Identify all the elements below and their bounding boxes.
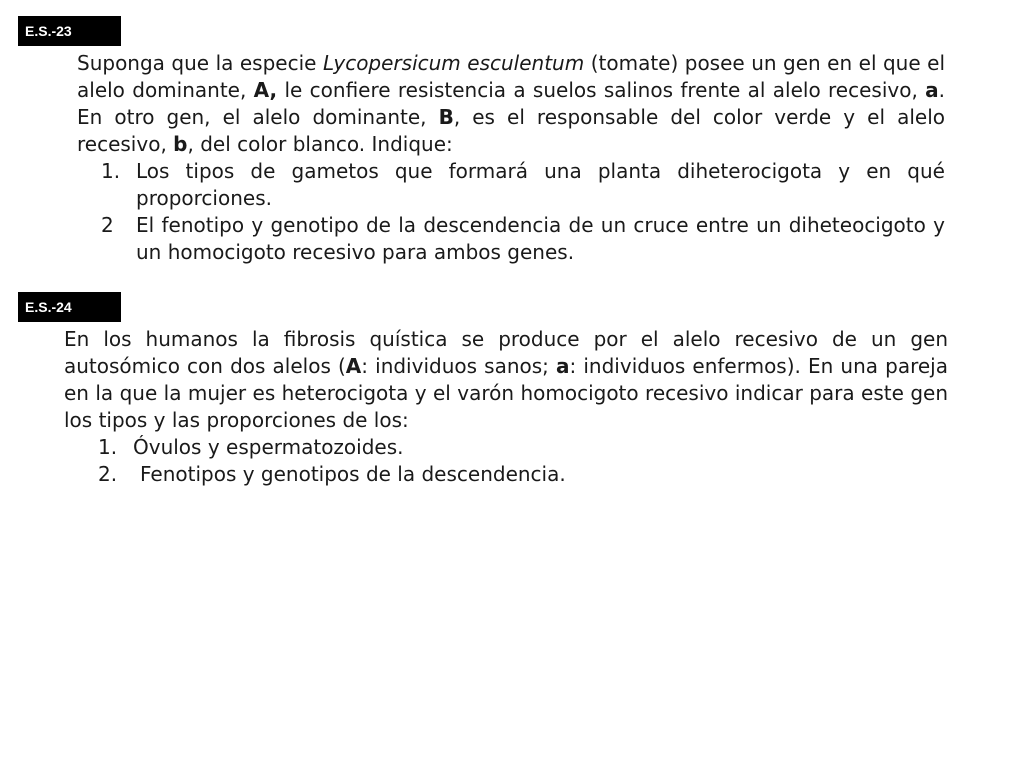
- item-number: 1.: [98, 435, 118, 459]
- problem-es24: [64, 326, 948, 488]
- allele-label: a: [556, 354, 570, 378]
- species-name: Lycopersicum esculentum: [322, 51, 585, 75]
- item-text: Óvulos y espermatozoides.: [133, 435, 404, 459]
- item-number: 2: [101, 213, 114, 237]
- statement-text: , es el responsable del color verde y el alelo recesivo,: [77, 105, 945, 156]
- list-item: [98, 434, 948, 461]
- problem-tag-es23: E.S.-23: [18, 16, 121, 46]
- statement-text: Suponga que la especie: [77, 51, 323, 75]
- item-text: El fenotipo y genotipo de la descendencia de un cruce entre un diheteocigoto y un homocigoto recesivo para ambos genes.: [136, 213, 945, 264]
- item-text: Los tipos de gametos que formará una planta diheterocigota y en qué proporciones.: [136, 159, 945, 210]
- allele-label: A: [345, 354, 362, 378]
- statement-text: , del color blanco. Indique:: [187, 132, 453, 156]
- problem-tag-es24: E.S.-24: [18, 292, 121, 322]
- item-number: 1.: [101, 159, 121, 183]
- statement-text: En los humanos la fibrosis quística se produce por el alelo recesivo de un gen autosómico con dos alelos (: [64, 327, 948, 378]
- question-list: [98, 434, 948, 488]
- problem-es23: [77, 50, 945, 266]
- allele-label: a: [925, 78, 939, 102]
- allele-label: A,: [253, 78, 278, 102]
- problem-statement: [77, 50, 945, 158]
- list-item: [98, 461, 948, 488]
- problem-statement: [64, 326, 948, 434]
- allele-label: B: [438, 105, 454, 129]
- statement-text: : individuos sanos;: [361, 354, 557, 378]
- statement-text: . En otro gen, el alelo dominante,: [77, 78, 945, 129]
- allele-label: b: [173, 132, 188, 156]
- item-number: 2.: [98, 462, 118, 486]
- item-text: Fenotipos y genotipos de la descendencia.: [140, 462, 566, 486]
- statement-text: : individuos enfermos). En una pareja en la que la mujer es heterocigota y el varón homocigoto recesivo indicar para este gen los tipos y las proporciones de los:: [64, 354, 948, 432]
- list-item: [101, 158, 945, 212]
- list-item: [101, 212, 945, 266]
- question-list: [101, 158, 945, 266]
- statement-text: le confiere resistencia a suelos salinos frente al alelo recesivo,: [277, 78, 926, 102]
- statement-text: (tomate) posee un gen en el que el alelo dominante,: [77, 51, 946, 102]
